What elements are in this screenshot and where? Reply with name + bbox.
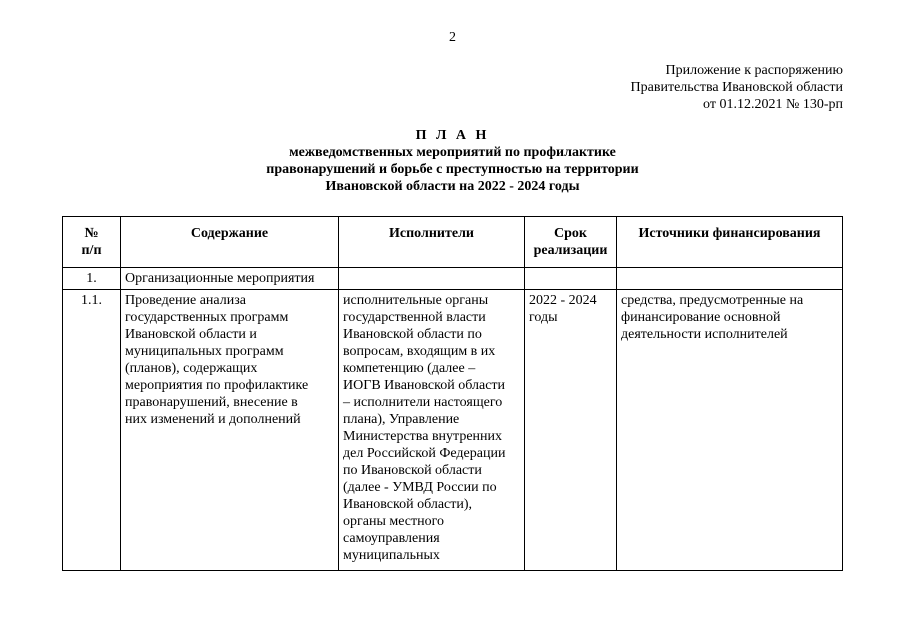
section-executors-empty [339, 268, 525, 290]
title-line-3: Ивановской области на 2022 - 2024 годы [325, 179, 580, 194]
appendix-line-2: Правительства Ивановской области [630, 80, 843, 95]
item-term: 2022 - 2024 годы [525, 290, 617, 571]
appendix-line-1: Приложение к распоряжению [665, 63, 843, 78]
table-header-row [63, 217, 843, 268]
plan-table [62, 216, 843, 571]
item-executors: исполнительные органы государственной власти Ивановской области по вопросам, входящим в их компетенцию (далее – ИОГВ Ивановской области – исполнители настоящего плана), Управление Министерства внутренних дел Российской Федерации по Ивановской области (далее - УМВД России по Ивановской области), органы местного самоуправления муниципальных [339, 290, 525, 571]
title-plan: П Л А Н [415, 128, 490, 143]
section-funding-empty [617, 268, 843, 290]
header-executors: Исполнители [339, 217, 525, 268]
item-content: Проведение анализа государственных программ Ивановской области и муниципальных программ (планов), содержащих мероприятия по профилактике правонарушений, внесение в них изменений и дополнений [121, 290, 339, 571]
appendix-note [631, 62, 843, 113]
header-num: № п/п [63, 217, 121, 268]
table-row [63, 290, 843, 571]
title-line-1: межведомственных мероприятий по профилактике [289, 145, 616, 160]
item-funding: средства, предусмотренные на финансирование основной деятельности исполнителей [617, 290, 843, 571]
header-term: Срок реализации [525, 217, 617, 268]
header-content: Содержание [121, 217, 339, 268]
header-funding: Источники финансирования [617, 217, 843, 268]
appendix-line-3: от 01.12.2021 № 130-рп [703, 97, 843, 112]
document-title [0, 127, 905, 195]
section-num: 1. [63, 268, 121, 290]
page-number: 2 [449, 30, 456, 45]
title-line-2: правонарушений и борьбе с преступностью на территории [266, 162, 639, 177]
section-term-empty [525, 268, 617, 290]
item-num: 1.1. [63, 290, 121, 571]
section-title: Организационные мероприятия [121, 268, 339, 290]
table-row [63, 268, 843, 290]
